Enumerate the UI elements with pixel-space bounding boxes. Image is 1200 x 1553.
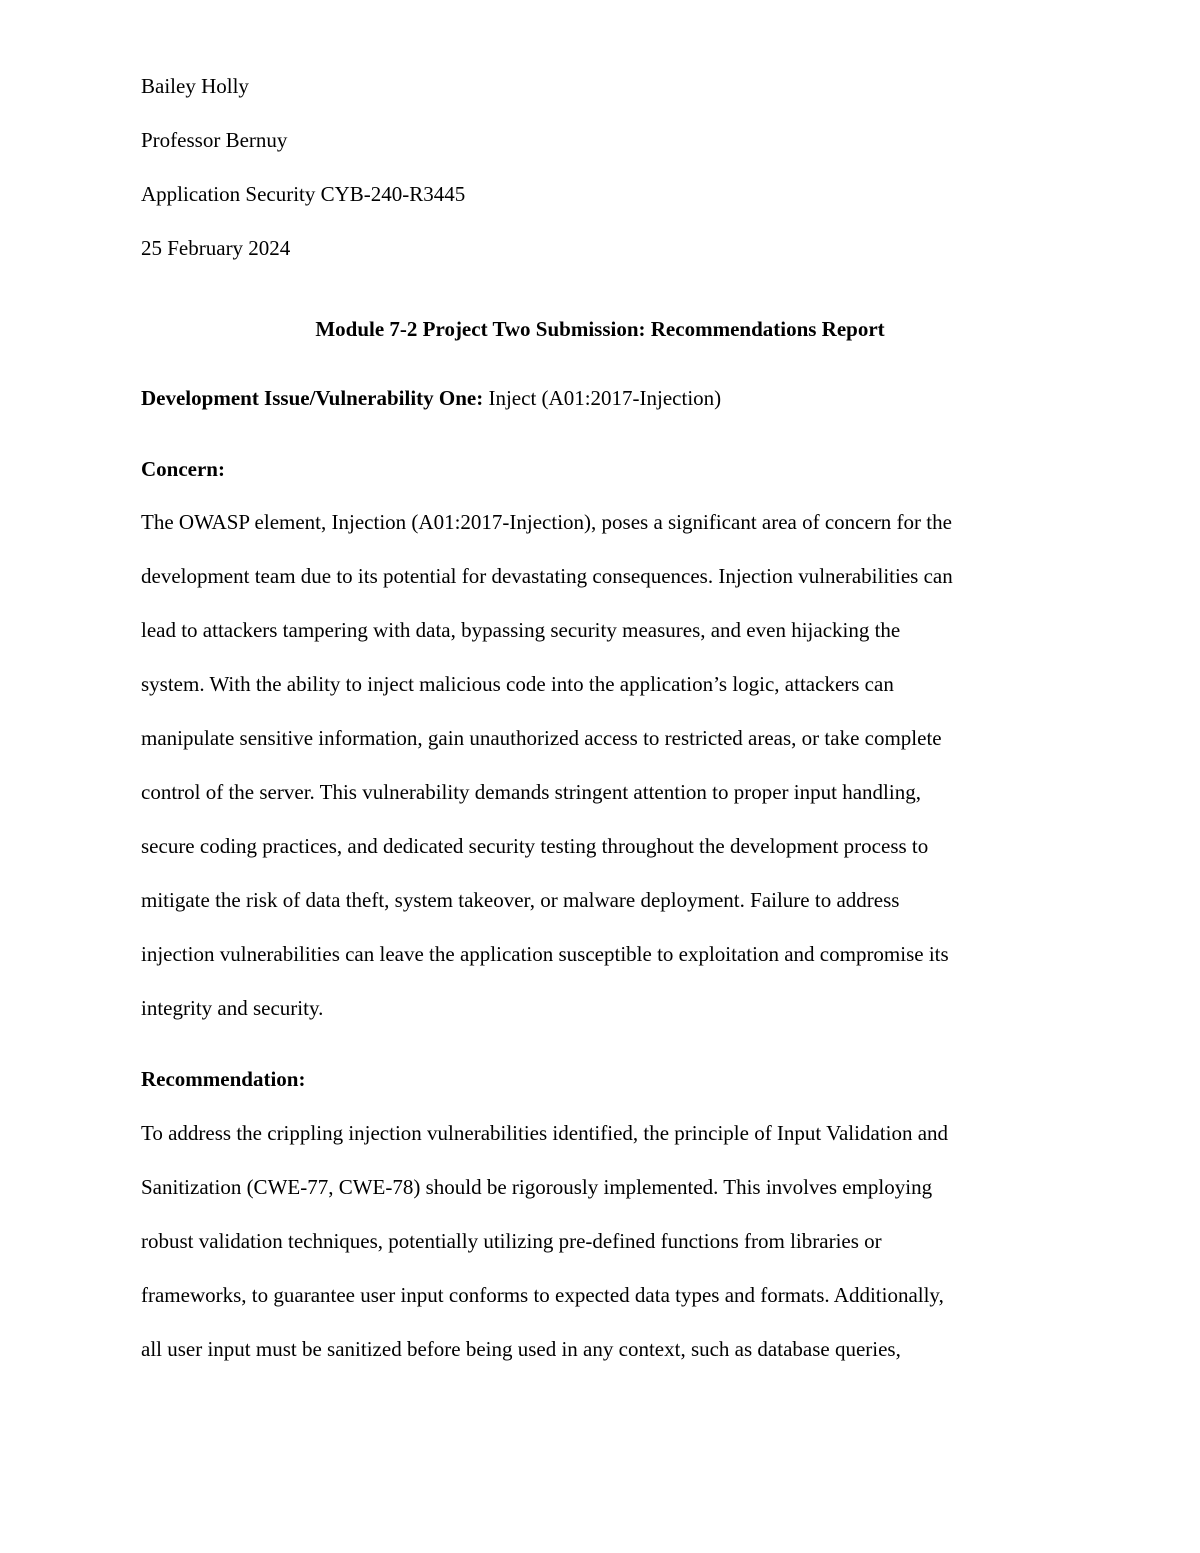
concern-line: lead to attackers tampering with data, bypassing security measures, and even hijacking the [141,618,901,642]
concern-line: development team due to its potential for devastating consequences. Injection vulnerabilities can [141,564,953,588]
student-name: Bailey Holly [141,74,249,98]
recommendation-line: robust validation techniques, potentially utilizing pre-defined functions from libraries or [141,1229,882,1253]
recommendation-line: all user input must be sanitized before being used in any context, such as database queries, [141,1337,901,1361]
concern-line: The OWASP element, Injection (A01:2017-Injection), poses a significant area of concern for the [141,510,952,534]
professor-name: Professor Bernuy [141,128,288,152]
concern-line: control of the server. This vulnerability demands stringent attention to proper input handling, [141,780,921,804]
recommendation-line: Sanitization (CWE-77, CWE-78) should be rigorously implemented. This involves employing [141,1175,933,1199]
course-name: Application Security CYB-240-R3445 [141,182,466,206]
recommendation-line: frameworks, to guarantee user input conforms to expected data types and formats. Additionally, [141,1283,944,1307]
submission-date: 25 February 2024 [141,236,291,260]
issue-value: Inject (A01:2017-Injection) [483,386,722,410]
issue-label: Development Issue/Vulnerability One: [141,386,484,410]
concern-line: injection vulnerabilities can leave the application susceptible to exploitation and compromise its [141,942,949,966]
concern-line: system. With the ability to inject malicious code into the application’s logic, attackers can [141,672,894,696]
concern-line: mitigate the risk of data theft, system takeover, or malware deployment. Failure to address [141,888,900,912]
issue-line [141,385,721,411]
document-title: Module 7-2 Project Two Submission: Recommendations Report [315,317,885,341]
recommendation-heading: Recommendation: [141,1067,306,1091]
concern-heading: Concern: [141,457,225,481]
concern-line: secure coding practices, and dedicated security testing throughout the development process to [141,834,929,858]
concern-line: integrity and security. [141,996,324,1020]
concern-line: manipulate sensitive information, gain unauthorized access to restricted areas, or take complete [141,726,942,750]
recommendation-line: To address the crippling injection vulnerabilities identified, the principle of Input Validation and [141,1121,949,1145]
